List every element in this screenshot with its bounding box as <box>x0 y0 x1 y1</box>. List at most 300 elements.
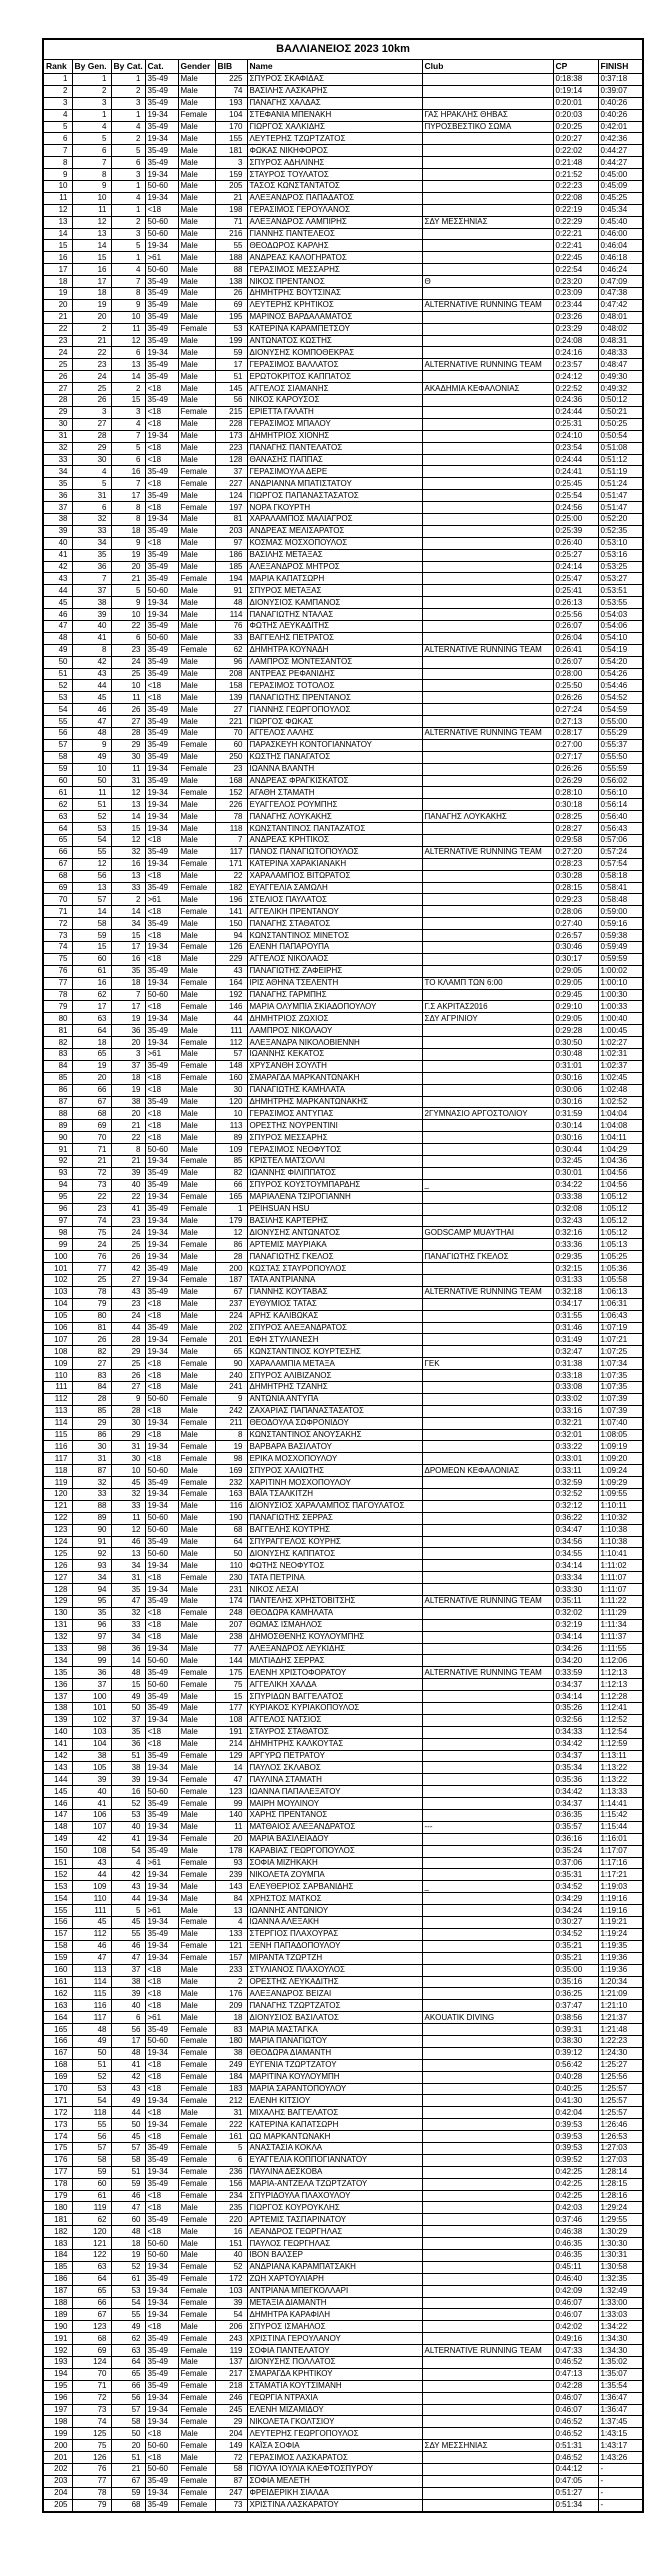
cell-finish: 1:36:47 <box>598 2404 643 2416</box>
cell-rank: 85 <box>43 1072 72 1084</box>
cell-gender: Female <box>178 1203 215 1215</box>
cell-by-cat: 3 <box>111 406 145 418</box>
cell-cp: 0:40:28 <box>553 2071 598 2083</box>
cell-by-cat: 19 <box>111 1013 145 1025</box>
cell-bib: 72 <box>215 2452 247 2464</box>
cell-name: ΣΠΥΡΟΣ ΑΛΙΒΙΖΑΝΟΣ <box>247 1370 422 1382</box>
table-row <box>43 454 643 466</box>
cell-club <box>422 1453 553 1465</box>
cell-finish: 1:06:13 <box>598 1286 643 1298</box>
cell-by-cat: 67 <box>111 2475 145 2487</box>
cell-gender: Male <box>178 1227 215 1239</box>
cell-by-cat: 34 <box>111 1560 145 1572</box>
cell-cat: <18 <box>145 383 178 395</box>
cell-finish: 1:35:02 <box>598 2357 643 2369</box>
cell-club: ΔΡΟΜΕΩΝ ΚΕΦΑΛΟΝΙΑΣ <box>422 1465 553 1477</box>
cell-name: ΑΛΕΞΑΝΔΡΟΣ ΛΑΜΠΙΡΗΣ <box>247 216 422 228</box>
table-row <box>43 2012 643 2024</box>
cell-name: ΝΙΚΟΣ ΚΑΡΟΥΣΟΣ <box>247 395 422 407</box>
cell-name: ΚΥΡΙΑΚΟΣ ΚΥΡΙΑΚΟΠΟΥΛΟΣ <box>247 1703 422 1715</box>
cell-by-gen: 74 <box>72 1215 111 1227</box>
cell-club <box>422 1762 553 1774</box>
cell-bib: 216 <box>215 228 247 240</box>
cell-by-gen: 93 <box>72 1560 111 1572</box>
cell-cp: 0:32:15 <box>553 1263 598 1275</box>
cell-by-cat: 31 <box>111 1441 145 1453</box>
cell-name: ΘΑΝΑΣΗΣ ΠΑΠΠΑΣ <box>247 454 422 466</box>
cell-bib: 236 <box>215 2166 247 2178</box>
cell-by-cat: 24 <box>111 656 145 668</box>
cell-by-cat: 54 <box>111 2297 145 2309</box>
cell-by-cat: 31 <box>111 775 145 787</box>
table-row <box>43 1857 643 1869</box>
cell-cp: 0:26:41 <box>553 644 598 656</box>
table-row <box>43 1310 643 1322</box>
table-row <box>43 1821 643 1833</box>
cell-by-gen: 52 <box>72 811 111 823</box>
cell-rank: 150 <box>43 1845 72 1857</box>
cell-club: ΠΥΡΟΣΒΕΣΤΙΚΟ ΣΩΜΑ <box>422 121 553 133</box>
cell-gender: Male <box>178 1120 215 1132</box>
column-header-name: Name <box>247 60 422 74</box>
cell-gender: Male <box>178 74 215 86</box>
cell-cp: 0:25:47 <box>553 573 598 585</box>
cell-by-gen: 3 <box>72 97 111 109</box>
cell-rank: 10 <box>43 181 72 193</box>
cell-finish: 0:45:09 <box>598 181 643 193</box>
cell-club <box>422 430 553 442</box>
cell-finish: 1:11:07 <box>598 1572 643 1584</box>
cell-bib: 113 <box>215 1120 247 1132</box>
cell-cat: 19-34 <box>145 1227 178 1239</box>
cell-bib: 124 <box>215 490 247 502</box>
cell-by-gen: 44 <box>72 1869 111 1881</box>
cell-cat: 35-49 <box>145 1703 178 1715</box>
cell-club <box>422 882 553 894</box>
cell-gender: Male <box>178 133 215 145</box>
cell-cp: 0:26:26 <box>553 763 598 775</box>
cell-name: ΑΓΓΕΛΙΚΗ ΧΑΛΔΑ <box>247 1679 422 1691</box>
cell-cp: 0:34:37 <box>553 1798 598 1810</box>
cell-cat: <18 <box>145 1084 178 1096</box>
cell-bib: 151 <box>215 2238 247 2250</box>
cell-cp: 0:24:16 <box>553 347 598 359</box>
cell-by-cat: 37 <box>111 1060 145 1072</box>
cell-by-gen: 49 <box>72 2035 111 2047</box>
cell-cp: 0:33:59 <box>553 1667 598 1679</box>
cell-cp: 0:34:17 <box>553 1298 598 1310</box>
table-row <box>43 1037 643 1049</box>
cell-cat: 35-49 <box>145 775 178 787</box>
cell-cat: 50-60 <box>145 2249 178 2261</box>
cell-by-cat: 15 <box>111 930 145 942</box>
cell-bib: 249 <box>215 2059 247 2071</box>
cell-gender: Female <box>178 2392 215 2404</box>
cell-by-gen: 61 <box>72 2190 111 2202</box>
cell-finish: 1:02:45 <box>598 1072 643 1084</box>
table-row <box>43 811 643 823</box>
table-row <box>43 1298 643 1310</box>
cell-cp: 0:29:28 <box>553 1025 598 1037</box>
cell-finish: 1:13:11 <box>598 1750 643 1762</box>
cell-by-gen: 4 <box>72 121 111 133</box>
cell-bib: 40 <box>215 2249 247 2261</box>
cell-by-gen: 113 <box>72 1964 111 1976</box>
cell-club <box>422 2499 553 2511</box>
cell-bib: 217 <box>215 2368 247 2380</box>
cell-by-cat: 10 <box>111 1465 145 1477</box>
cell-by-cat: 60 <box>111 2214 145 2226</box>
cell-gender: Male <box>178 549 215 561</box>
cell-by-cat: 20 <box>111 2440 145 2452</box>
cell-cp: 0:30:14 <box>553 1120 598 1132</box>
cell-gender: Male <box>178 1298 215 1310</box>
table-row <box>43 1227 643 1239</box>
table-row <box>43 1417 643 1429</box>
cell-club <box>422 1750 553 1762</box>
cell-rank: 117 <box>43 1453 72 1465</box>
cell-gender: Male <box>178 1310 215 1322</box>
cell-finish: 1:26:53 <box>598 2131 643 2143</box>
cell-cp: 0:27:00 <box>553 739 598 751</box>
cell-gender: Female <box>178 2071 215 2083</box>
cell-by-cat: 2 <box>111 383 145 395</box>
cell-rank: 114 <box>43 1417 72 1429</box>
cell-by-gen: 62 <box>72 2214 111 2226</box>
cell-cp: 0:35:21 <box>553 1940 598 1952</box>
cell-by-gen: 23 <box>72 1203 111 1215</box>
cell-bib: 208 <box>215 668 247 680</box>
cell-bib: 178 <box>215 1845 247 1857</box>
cell-finish: 0:53:16 <box>598 549 643 561</box>
cell-by-cat: 19 <box>111 549 145 561</box>
cell-name: ΜΑΡΙΤΙΝΑ ΚΟΥΛΟΥΜΠΗ <box>247 2071 422 2083</box>
cell-gender: Male <box>178 288 215 300</box>
cell-by-gen: 53 <box>72 823 111 835</box>
cell-bib: 31 <box>215 2107 247 2119</box>
cell-gender: Female <box>178 2095 215 2107</box>
cell-cat: 35-49 <box>145 2475 178 2487</box>
cell-rank: 49 <box>43 644 72 656</box>
cell-gender: Female <box>178 1488 215 1500</box>
cell-cp: 0:32:43 <box>553 1215 598 1227</box>
cell-cat: 35-49 <box>145 311 178 323</box>
cell-finish: 0:47:09 <box>598 276 643 288</box>
cell-finish: 0:51:19 <box>598 466 643 478</box>
cell-gender: Male <box>178 335 215 347</box>
cell-cat: <18 <box>145 2083 178 2095</box>
cell-rank: 29 <box>43 406 72 418</box>
table-row <box>43 347 643 359</box>
cell-gender: Male <box>178 1738 215 1750</box>
cell-by-gen: 64 <box>72 1025 111 1037</box>
cell-gender: Male <box>178 1560 215 1572</box>
cell-by-gen: 88 <box>72 1500 111 1512</box>
cell-club <box>422 965 553 977</box>
cell-by-cat: 57 <box>111 2404 145 2416</box>
cell-by-gen: 73 <box>72 1179 111 1191</box>
cell-cp: 0:25:00 <box>553 513 598 525</box>
cell-cp: 0:30:16 <box>553 1132 598 1144</box>
cell-by-cat: 45 <box>111 1477 145 1489</box>
cell-cp: 0:32:47 <box>553 1346 598 1358</box>
cell-by-gen: 56 <box>72 870 111 882</box>
cell-gender: Male <box>178 561 215 573</box>
cell-by-gen: 29 <box>72 1417 111 1429</box>
cell-name: ΛΑΜΠΡΟΣ ΜΟΝΤΕΣΑΝΤΟΣ <box>247 656 422 668</box>
cell-name: ΣΟΦΙΑ ΜΙΖΗΚΑΚΗ <box>247 1857 422 1869</box>
cell-cp: 0:39:53 <box>553 2142 598 2154</box>
cell-bib: 172 <box>215 2273 247 2285</box>
cell-club: ΠΑΝΑΓΙΩΤΗΣ ΓΚΕΛΟΣ <box>422 1251 553 1263</box>
cell-name: ΝΙΚΟΣ ΠΡΕΝΤΑΝΟΣ <box>247 276 422 288</box>
cell-by-gen: 47 <box>72 716 111 728</box>
cell-gender: Female <box>178 2119 215 2131</box>
cell-rank: 106 <box>43 1322 72 1334</box>
cell-by-cat: 29 <box>111 1429 145 1441</box>
cell-name: ΜΑΙΡΗ ΜΟΥΛΙΝΟΥ <box>247 1798 422 1810</box>
cell-club <box>422 2416 553 2428</box>
cell-by-cat: 6 <box>111 2012 145 2024</box>
cell-rank: 168 <box>43 2059 72 2071</box>
cell-finish: 0:51:12 <box>598 454 643 466</box>
cell-bib: 33 <box>215 632 247 644</box>
cell-club <box>422 704 553 716</box>
cell-finish: 0:54:26 <box>598 668 643 680</box>
cell-by-gen: 48 <box>72 2024 111 2036</box>
cell-cat: <18 <box>145 454 178 466</box>
table-row <box>43 181 643 193</box>
cell-name: ΓΙΩΡΓΟΣ ΠΑΠΑΝΑΣΤΑΣΑΤΟΣ <box>247 490 422 502</box>
cell-cat: 50-60 <box>145 2238 178 2250</box>
cell-gender: Female <box>178 1156 215 1168</box>
cell-gender: Female <box>178 2345 215 2357</box>
cell-name: ΑΓΓΕΛΙΚΗ ΠΡΕΝΤΑΝΟΥ <box>247 906 422 918</box>
cell-by-gen: 66 <box>72 2297 111 2309</box>
cell-by-cat: 26 <box>111 1251 145 1263</box>
table-row <box>43 2166 643 2178</box>
cell-by-cat: 54 <box>111 1845 145 1857</box>
cell-cat: 35-49 <box>145 299 178 311</box>
cell-name: ΖΑΧΑΡΙΑΣ ΠΑΠΑΝΑΣΤΑΣΑΤΟΣ <box>247 1405 422 1417</box>
cell-cat: 35-49 <box>145 2273 178 2285</box>
cell-cat: <18 <box>145 2071 178 2083</box>
cell-finish: 0:56:14 <box>598 799 643 811</box>
cell-club <box>422 609 553 621</box>
cell-by-gen: 77 <box>72 1263 111 1275</box>
cell-by-cat: 52 <box>111 1798 145 1810</box>
cell-name: ΚΩΝΣΤΑΝΤΙΝΟΣ ΑΝΟΥΣΑΚΗΣ <box>247 1429 422 1441</box>
cell-finish: 1:00:40 <box>598 1013 643 1025</box>
cell-name: ΚΩΝΣΤΑΝΤΙΝΟΣ ΠΑΝΤΑΖΑΤΟΣ <box>247 823 422 835</box>
cell-bib: 191 <box>215 1726 247 1738</box>
cell-rank: 8 <box>43 157 72 169</box>
cell-name: ΠΑΝΑΓΙΩΤΗΣ ΓΚΕΛΟΣ <box>247 1251 422 1263</box>
cell-club <box>422 787 553 799</box>
cell-by-gen: 114 <box>72 1976 111 1988</box>
cell-bib: 90 <box>215 1358 247 1370</box>
table-row <box>43 2095 643 2107</box>
cell-gender: Female <box>178 502 215 514</box>
cell-by-gen: 32 <box>72 513 111 525</box>
cell-cat: 19-34 <box>145 1584 178 1596</box>
cell-finish: 1:11:37 <box>598 1631 643 1643</box>
cell-by-cat: 20 <box>111 1108 145 1120</box>
cell-cp: 0:27:40 <box>553 918 598 930</box>
cell-cp: 0:42:02 <box>553 2321 598 2333</box>
cell-cp: 0:39:52 <box>553 2154 598 2166</box>
cell-bib: 99 <box>215 1798 247 1810</box>
cell-bib: 242 <box>215 1405 247 1417</box>
cell-by-cat: 28 <box>111 1334 145 1346</box>
cell-by-gen: 37 <box>72 1679 111 1691</box>
cell-by-cat: 7 <box>111 430 145 442</box>
cell-bib: 168 <box>215 775 247 787</box>
cell-club <box>422 858 553 870</box>
cell-by-gen: 53 <box>72 2083 111 2095</box>
table-row <box>43 2047 643 2059</box>
cell-rank: 187 <box>43 2285 72 2297</box>
cell-finish: 1:00:33 <box>598 1001 643 1013</box>
cell-rank: 12 <box>43 204 72 216</box>
cell-finish: 1:19:16 <box>598 1905 643 1917</box>
cell-gender: Male <box>178 1821 215 1833</box>
cell-bib: 240 <box>215 1370 247 1382</box>
cell-finish: 1:07:34 <box>598 1358 643 1370</box>
cell-cat: 19-34 <box>145 811 178 823</box>
cell-finish: 0:55:37 <box>598 739 643 751</box>
table-row <box>43 359 643 371</box>
cell-cp: 0:31:46 <box>553 1322 598 1334</box>
cell-club <box>422 1572 553 1584</box>
cell-cp: 0:30:06 <box>553 1084 598 1096</box>
cell-by-cat: 1 <box>111 109 145 121</box>
cell-cp: 0:42:03 <box>553 2202 598 2214</box>
cell-finish: 0:50:54 <box>598 430 643 442</box>
cell-by-cat: 32 <box>111 846 145 858</box>
cell-cat: <18 <box>145 537 178 549</box>
column-header-gender: Gender <box>178 60 215 74</box>
cell-name: ΓΙΩΡΓΟΣ ΧΑΛΚΙΔΗΣ <box>247 121 422 133</box>
cell-by-cat: 35 <box>111 1726 145 1738</box>
cell-cp: 0:41:30 <box>553 2095 598 2107</box>
cell-gender: Male <box>178 656 215 668</box>
cell-bib: 52 <box>215 2261 247 2273</box>
cell-bib: 37 <box>215 466 247 478</box>
cell-gender: Male <box>178 299 215 311</box>
table-row <box>43 1964 643 1976</box>
table-row <box>43 942 643 954</box>
cell-rank: 165 <box>43 2024 72 2036</box>
cell-name: ΑΛΕΞΑΝΔΡΟΣ ΜΗΤΡΟΣ <box>247 561 422 573</box>
cell-club: --- <box>422 1821 553 1833</box>
cell-cat: 19-34 <box>145 1441 178 1453</box>
cell-cat: 35-49 <box>145 1810 178 1822</box>
cell-by-cat: 66 <box>111 2380 145 2392</box>
cell-gender: Female <box>178 942 215 954</box>
cell-rank: 178 <box>43 2178 72 2190</box>
cell-cat: <18 <box>145 502 178 514</box>
cell-name: ΓΕΩΡΓΙΑ ΝΤΡΑΧΙΑ <box>247 2392 422 2404</box>
cell-rank: 158 <box>43 1940 72 1952</box>
table-row <box>43 585 643 597</box>
cell-bib: 247 <box>215 2487 247 2499</box>
cell-club <box>422 1976 553 1988</box>
cell-club <box>422 751 553 763</box>
cell-by-cat: 8 <box>111 1144 145 1156</box>
cell-name: ΑΓΓΕΛΟΣ ΣΙΑΜΑΝΗΣ <box>247 383 422 395</box>
cell-cp: 0:23:44 <box>553 299 598 311</box>
cell-finish: 0:53:10 <box>598 537 643 549</box>
cell-club <box>422 1738 553 1750</box>
cell-finish: 0:57:24 <box>598 846 643 858</box>
cell-club <box>422 739 553 751</box>
cell-name: ΓΙΑΝΝΗΣ ΓΕΩΡΓΟΠΟΥΛΟΣ <box>247 704 422 716</box>
cell-finish: 1:25:56 <box>598 2071 643 2083</box>
cell-cp: 0:22:41 <box>553 240 598 252</box>
cell-bib: 246 <box>215 2392 247 2404</box>
cell-finish: 1:09:20 <box>598 1453 643 1465</box>
cell-finish: 0:59:16 <box>598 918 643 930</box>
cell-rank: 62 <box>43 799 72 811</box>
cell-bib: 21 <box>215 192 247 204</box>
cell-bib: 141 <box>215 906 247 918</box>
cell-rank: 179 <box>43 2190 72 2202</box>
table-row <box>43 1500 643 1512</box>
cell-gender: Female <box>178 977 215 989</box>
cell-cp: 0:37:47 <box>553 2000 598 2012</box>
cell-by-cat: 8 <box>111 502 145 514</box>
cell-by-gen: 7 <box>72 157 111 169</box>
cell-finish: 1:19:03 <box>598 1881 643 1893</box>
table-row <box>43 1203 643 1215</box>
cell-cp: 0:28:06 <box>553 906 598 918</box>
cell-gender: Male <box>178 1596 215 1608</box>
cell-cp: 0:24:44 <box>553 406 598 418</box>
cell-by-cat: 4 <box>111 121 145 133</box>
cell-cp: 0:32:21 <box>553 1417 598 1429</box>
cell-by-gen: 82 <box>72 1346 111 1358</box>
cell-finish: - <box>598 2487 643 2499</box>
cell-by-gen: 35 <box>72 1607 111 1619</box>
cell-rank: 125 <box>43 1548 72 1560</box>
cell-by-cat: 6 <box>111 347 145 359</box>
cell-cp: 0:32:59 <box>553 1477 598 1489</box>
cell-cp: 0:30:44 <box>553 1144 598 1156</box>
cell-by-gen: 112 <box>72 1928 111 1940</box>
cell-cat: <18 <box>145 1726 178 1738</box>
cell-by-gen: 73 <box>72 2404 111 2416</box>
cell-name: ΜΑΡΙΝΟΣ ΒΑΡΔΑΛΑΜΑΤΟΣ <box>247 311 422 323</box>
cell-rank: 193 <box>43 2357 72 2369</box>
cell-rank: 157 <box>43 1928 72 1940</box>
cell-finish: 1:19:16 <box>598 1893 643 1905</box>
cell-bib: 196 <box>215 894 247 906</box>
cell-by-cat: 7 <box>111 276 145 288</box>
cell-bib: 140 <box>215 1810 247 1822</box>
cell-gender: Male <box>178 525 215 537</box>
cell-bib: 212 <box>215 2095 247 2107</box>
cell-by-cat: 41 <box>111 1833 145 1845</box>
cell-by-cat: 9 <box>111 537 145 549</box>
cell-finish: 0:48:02 <box>598 323 643 335</box>
table-row <box>43 216 643 228</box>
cell-finish: 0:45:25 <box>598 192 643 204</box>
cell-by-cat: 13 <box>111 870 145 882</box>
cell-finish: 1:25:57 <box>598 2095 643 2107</box>
cell-by-gen: 55 <box>72 2119 111 2131</box>
cell-name: ΙΩΑΝΝΗΣ ΚΕΚΑΤΟΣ <box>247 1049 422 1061</box>
